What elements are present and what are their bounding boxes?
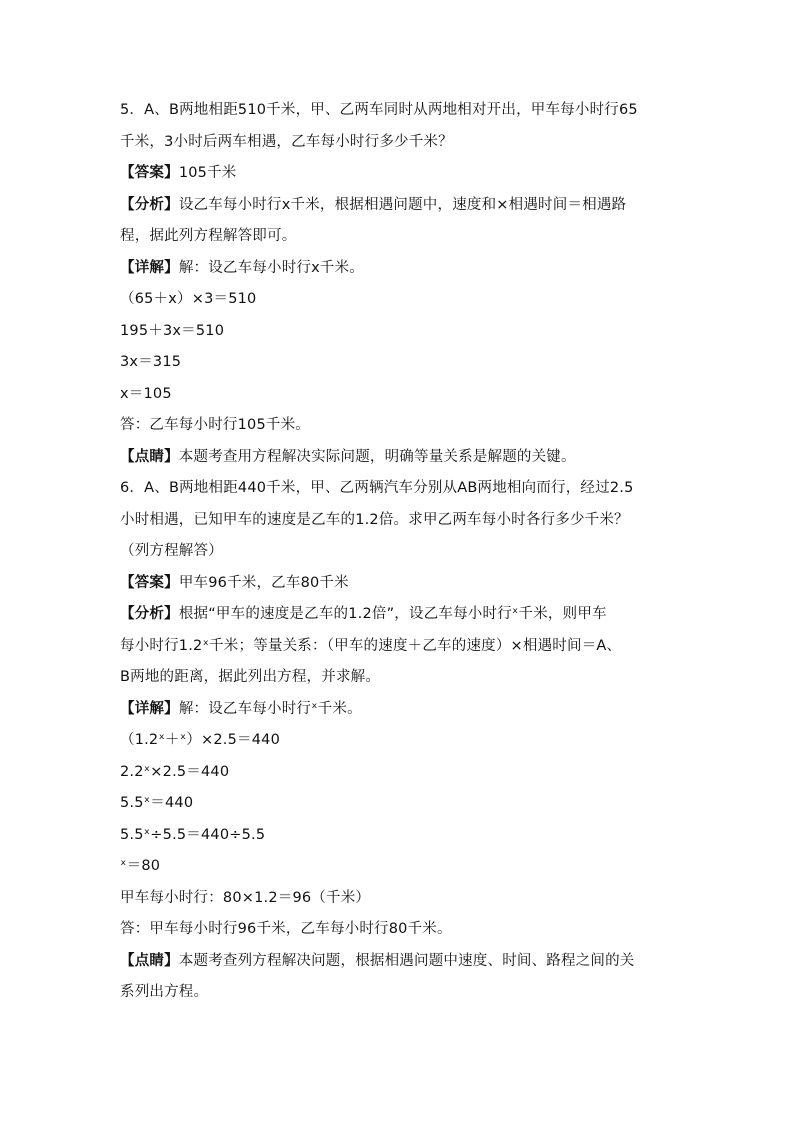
answer-text: 甲车96千米，乙车80千米 bbox=[178, 574, 349, 591]
answer-text: 105千米 bbox=[178, 165, 237, 181]
problem-6 bbox=[120, 478, 680, 1002]
answer-label: 【答案】 bbox=[120, 574, 179, 591]
detail-label: 【详解】 bbox=[120, 700, 179, 717]
detail-text: 解：设乙车每小时行ˣ千米。 bbox=[178, 700, 362, 717]
solution-step: （1.2ˣ＋ˣ）×2.5＝440 bbox=[120, 732, 281, 748]
detail-line bbox=[120, 258, 680, 278]
solution-step: （65＋x）×3＝510 bbox=[120, 291, 257, 307]
comment-label: 【点睛】 bbox=[120, 448, 179, 465]
detail-text: 解：设乙车每小时行x千米。 bbox=[178, 259, 364, 276]
comment-text: 本题考查列方程解决问题，根据相遇问题中速度、时间、路程之间的关 bbox=[178, 952, 635, 969]
answer-label: 【答案】 bbox=[120, 165, 179, 181]
solution-step: 甲车每小时行：80×1.2＝96（千米） bbox=[120, 889, 371, 906]
question-line: （列方程解答） bbox=[120, 543, 223, 559]
analysis-line: B两地的距离，据此列出方程，并求解。 bbox=[120, 669, 381, 685]
answer-line bbox=[120, 163, 680, 183]
solution-step: 2.2ˣ×2.5＝440 bbox=[120, 763, 230, 780]
analysis-text: 根据“甲车的速度是乙车的1.2倍”，设乙车每小时行ˣ千米，则甲车 bbox=[178, 606, 607, 622]
solution-answer: 答：乙车每小时行105千米。 bbox=[120, 417, 310, 433]
solution-step: ˣ＝80 bbox=[120, 858, 161, 874]
comment-text: 本题考查用方程解决实际问题，明确等量关系是解题的关键。 bbox=[178, 448, 576, 465]
detail-line bbox=[120, 699, 680, 719]
analysis-line bbox=[120, 195, 680, 215]
analysis-label: 【分析】 bbox=[120, 196, 179, 213]
solution-step: 3x＝315 bbox=[120, 354, 182, 370]
analysis-text: 设乙车每小时行x千米，根据相遇问题中，速度和×相遇时间＝相遇路 bbox=[178, 196, 627, 213]
detail-label: 【详解】 bbox=[120, 259, 179, 276]
solution-step: 5.5ˣ＝440 bbox=[120, 795, 194, 811]
analysis-line: 程，据此列方程解答即可。 bbox=[120, 228, 297, 244]
solution-step: 5.5ˣ÷5.5＝440÷5.5 bbox=[120, 826, 266, 843]
solution-step: x＝105 bbox=[120, 385, 172, 402]
answer-line bbox=[120, 573, 680, 593]
question-line: 千米，3小时后两车相遇，乙车每小时行多少千米？ bbox=[120, 133, 453, 150]
comment-line bbox=[120, 951, 680, 971]
comment-line bbox=[120, 447, 680, 467]
question-line: 5．A、B两地相距510千米，甲、乙两车同时从两地相对开出，甲车每小时行65 bbox=[120, 102, 638, 118]
analysis-label: 【分析】 bbox=[120, 606, 179, 622]
problem-5 bbox=[120, 100, 680, 467]
analysis-line: 每小时行1.2ˣ千米；等量关系：（甲车的速度＋乙车的速度）×相遇时间＝A、 bbox=[120, 637, 622, 654]
comment-line: 系列出方程。 bbox=[120, 984, 209, 1000]
comment-label: 【点睛】 bbox=[120, 952, 179, 969]
analysis-line bbox=[120, 604, 680, 624]
question-line: 小时相遇，已知甲车的速度是乙车的1.2倍。求甲乙两车每小时各行多少千米？ bbox=[120, 511, 629, 528]
solution-answer: 答：甲车每小时行96千米，乙车每小时行80千米。 bbox=[120, 921, 452, 937]
page-content bbox=[120, 100, 680, 1014]
solution-step: 195＋3x＝510 bbox=[120, 322, 225, 339]
question-line: 6．A、B两地相距440千米，甲、乙两辆汽车分别从AB两地相向而行，经过2.5 bbox=[120, 480, 634, 496]
